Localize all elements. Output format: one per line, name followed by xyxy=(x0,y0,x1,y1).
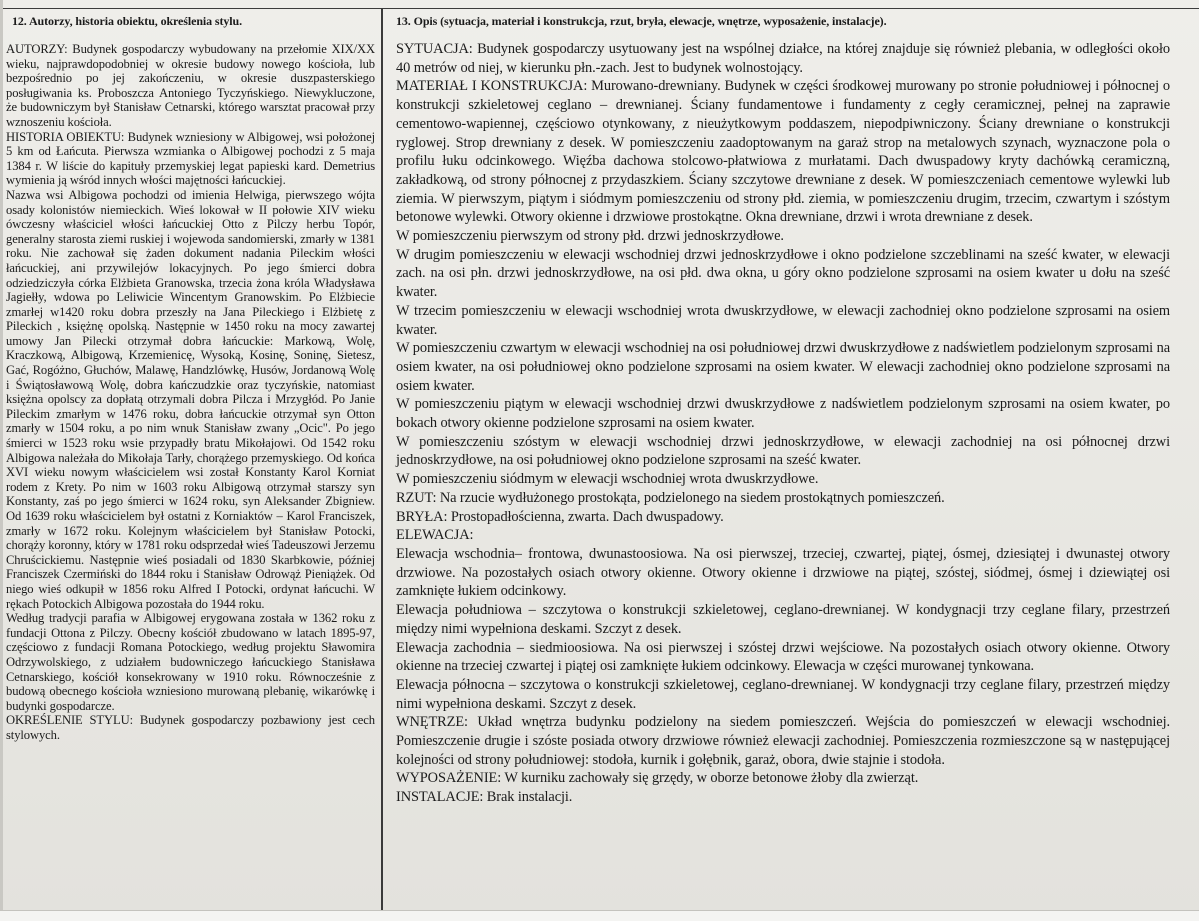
east-elevation-paragraph: Elewacja wschodnia– frontowa, dwunastoosiowa. Na osi pierwszej, trzeciej, czwartej, piątej, ósmej, dziesiątej i dwunastej otwory drzwiowe. Na pozostałych osiach otwory okienne. Otwory okienne i drzwiowe na piątej, szóstej, siódmej, ósmej i dziewiątej osi zamknięte łukiem odcinkowy. xyxy=(396,545,1170,600)
furnishing-paragraph: WYPOSAŻENIE: W kurniku zachowały się grzędy, w oborze betonowe żłoby dla zwierząt. xyxy=(396,770,919,787)
room-5-paragraph: W pomieszczeniu piątym w elewacji wschodniej drzwi dwuskrzydłowe z nadświetlem podzielonym szprosami na osiem kwater, po bokach otwory okienne podzielone szprosami na osiem kwater. xyxy=(396,396,1170,432)
section-13-header: 13. Opis (sytuacja, materiał i konstrukcja, rzut, bryła, elewacje, wnętrze, wyposażenie, instalacje). xyxy=(396,14,887,28)
installations-paragraph: INSTALACJE: Brak instalacji. xyxy=(396,789,573,806)
room-6-paragraph: W pomieszczeniu szóstym w elewacji wschodniej drzwi jednoskrzydłowe, w elewacji zachodniej na osi północnej drzwi jednoskrzydłowe, na osi południowej okno podzielone szprosami na sześć kwater. xyxy=(396,433,1170,469)
south-elevation-paragraph: Elewacja południowa – szczytowa o konstrukcji szkieletowej, ceglano-drewnianej. W kondygnacji trzy ceglane filary, przestrzeń między nimi wypełniona deskami. Szczyt z desek. xyxy=(396,602,1170,637)
page-bottom-edge xyxy=(0,910,1199,921)
parish-paragraph: Według tradycji parafia w Albigowej erygowana została w 1362 roku z fundacji Ottona z Pilczy. Obecny kościół zbudowano w latach 1895-97, częściowo z fundacji Romana Potockiego, według projektu Sławomira Odrzywolskiego, z udziałem budowniczego łańcuckiego Stanisława Cetnarskiego, kościół konsekrowany w 1910 roku. Równocześnie z budową obecnego kościoła wzniesiono murowaną plebanię, wikarówkę i budynki gospodarcze. xyxy=(6,611,375,713)
section-12-header: 12. Autorzy, historia obiektu, określenia stylu. xyxy=(12,14,242,28)
interior-paragraph: WNĘTRZE: Układ wnętrza budynku podzielony na siedem pomieszczeń. Wejścia do pomieszczeń w elewacji wschodniej. Pomieszczenie drugie i szóste posiada otwory drzwiowe również elewacji zachodniej. Pomieszczenia rozmieszczone są w następującej kolejności od strony południowej: stodoła, kurnik i gołębnik, garaż, obora, dwie stajnie i stodoła. xyxy=(396,714,1170,768)
situation-paragraph: SYTUACJA: Budynek gospodarczy usytuowany jest na wspólnej działce, na której znajduje się również plebania, w odległości około 40 metrów od niej, w kierunku płn.-zach. Jest to budynek wolnostojący. xyxy=(396,41,1170,76)
plan-paragraph: RZUT: Na rzucie wydłużonego prostokąta, podzielonego na siedem prostokątnych pomieszczeń. xyxy=(396,489,945,506)
column-divider xyxy=(381,8,383,910)
right-column xyxy=(396,14,1170,807)
village-name-paragraph: Nazwa wsi Albigowa pochodzi od imienia Helwiga, pierwszego wójta osady kolonistów niemieckich. Wieś lokował w II połowie XIV wieku ówczesny właściciel włości łańcuckiej Otto z Pilczy herbu Topór, generalny starosta ziemi ruskiej i wojewoda sandomierski, zmarły w 1381 roku. Nie zachował się żaden dokument nadania Pileckim włości łańcuckiej, ani przywilejów lokacyjnych. Po jego śmierci dobra odziedziczyła córka Elżbieta Granowska, trzecia żona króla Władysława Jagiełły, wdowa po Leliwicie Wincentym Granowskim. Po Elżbiecie zmarłej w1420 roku dobra przeszły na Jana Pileckiego i Elżbietę z Pileckich , księżnę opolską. Następnie w 1450 roku na mocy zawartej umowy Jan Pilecki otrzymał dobra łańcuckie: Markową, Wolę, Kraczkową, Albigową, Krzemienicę, Wysoką, Kosinę, Soninę, Sietesz, Gać, Rogóżno, Głuchów, Malawę, Handzlówkę, Husów, Jordanową Wolę i Świątosławową Wolę, dobra kańczudzkie oraz tyczyńskie, natomiast księżna opolscy za dopłatą otrzymali dobra Pilcza i Mrzygłód. Po Janie Pileckim zmarłym w 1476 roku, dobra łańcuckie otrzymał syn Otton zmarły w 1504 roku, a po nim wnuk Stanisław zwany „Ocic". Po jego śmierci w 1523 roku wsie przypadły bratu Mikołajowi. Od 1542 roku Albigowa należała do Mikołaja Tarły, chorążego przemyskiego. Od końca XVI wieku nowym właścicielem wsi został Konstanty Karol Korniat rodem z Krety. Po nim w 1603 roku Albigową otrzymał starszy syn Konstanty, zaś po jego śmierci w 1624 roku, syn Aleksander Zbigniew. Od 1639 roku właścicielem był ostatni z Korniaktów – Karol Franciszek, zmarły w 1672 roku. Kolejnym właścicielem był Stanisław Potocki, chorąży koronny, który w 1781 roku odsprzedał wieś Tadeuszowi Jerzemu Chruścickiemu. Następnie wieś posiadali od 1830 Skarbkowie, później Franciszek Czermiński do 1844 roku i Stanisław Odrowąż Pieniążek. Od niego wieś odkupił w 1856 roku Alfred I Potocki, ordynat łańcuchi. W rękach Potockich Albigowa pozostała do 1944 roku. xyxy=(6,187,375,611)
room-4-paragraph: W pomieszczeniu czwartym w elewacji wschodniej na osi południowej drzwi dwuskrzydłowe z nadświetlem podzielonym szprosami na osiem kwater, na osi południowej okno podzielone szprosami na osiem kwater. W elewacji zachodniej okno podzielone szprosami na osiem kwater. xyxy=(396,340,1170,394)
left-column xyxy=(6,14,375,743)
top-rule-left xyxy=(3,8,381,9)
west-elevation-paragraph: Elewacja zachodnia – siedmioosiowa. Na osi pierwszej i szóstej drzwi wejściowe. Na pozostałych osiach otwory okienne. Otwory okienne na trzeciej czwartej i piątej osi zamknięte łukiem odcinkowy. Elewacja w części murowanej tynkowana. xyxy=(396,639,1170,675)
style-paragraph: OKREŚLENIE STYLU: Budynek gospodarczy pozbawiony jest cech stylowych. xyxy=(6,713,375,742)
history-paragraph: HISTORIA OBIEKTU: Budynek wzniesiony w Albigowej, wsi położonej 5 km od Łańcuta. Pierwsza wzmianka o Albigowej pochodzi z 5 maja 1384 r. W liście do kapituły przemyskiej legat papieski kard. Demetrius wymienia ją wśród innych włości majętności łańcuckiej. xyxy=(6,129,375,188)
elevation-heading: ELEWACJA: xyxy=(396,527,474,544)
room-2-paragraph: W drugim pomieszczeniu w elewacji wschodniej drzwi jednoskrzydłowe i okno podzielone szczeblinami na sześć kwater, w elewacji zach. na osi płn. drzwi jednoskrzydłowe, na osi płd. dwa okna, u góry okno podzielone szprosami na osiem kwater u dołu na sześć kwater. xyxy=(396,246,1170,301)
room-3-paragraph: W trzecim pomieszczeniu w elewacji wschodniej wrota dwuskrzydłowe, w elewacji zachodniej okno podzielone szprosami na osiem kwater. xyxy=(396,302,1170,338)
page-edge xyxy=(0,0,3,920)
north-elevation-paragraph: Elewacja północna – szczytowa o konstrukcji szkieletowej, ceglano-drewnianej. W kondygnacji trzy ceglane filary, przestrzeń między nimi wypełniona deskami. Szczyt z desek. xyxy=(396,676,1170,712)
massing-paragraph: BRYŁA: Prostopadłościenna, zwarta. Dach dwuspadowy. xyxy=(396,508,724,525)
authors-paragraph: AUTORZY: Budynek gospodarczy wybudowany na przełomie XIX/XX wieku, najprawdopodobniej w okresie budowy nowego kościoła, lub bezpośrednio po jej zakończeniu, w okresie duszpasterskiego posługiwania ks. Proboszcza Antoniego Tyczyńskiego. Niewykluczone, że budowniczym był Stanisław Cetnarski, którego warsztat pracował przy wznoszeniu kościoła. xyxy=(6,42,375,129)
room-1-paragraph: W pomieszczeniu pierwszym od strony płd. drzwi jednoskrzydłowe. xyxy=(396,228,784,245)
room-7-paragraph: W pomieszczeniu siódmym w elewacji wschodniej wrota dwuskrzydłowe. xyxy=(396,471,819,488)
material-paragraph: MATERIAŁ I KONSTRUKCJA: Murowano-drewniany. Budynek w części środkowej murowany po stronie południowej i północnej o konstrukcji szkieletowej ceglano – drewnianej. Ściany fundamentowe i fundamenty z cegły ceramicznej, pełnej na zaprawie cementowo-wapiennej, częściowo otynkowany, z nieużytkowym poddaszem, niepodpiwniczony. Ściany drewniane o konstrukcji ryglowej. Strop drewniany z desek. W pomieszczeniu zaadoptowanym na garaż strop na metalowych szynach, wyznaczone pola o profilu łuku odcinkowego. Więźba dachowa stolcowo-płatwiowa z murłatami. Dach dwuspadowy kryty dachówką ceramiczną, zakładkową, od strony północnej z przydaszkiem. Ściany szczytowe drewniane z desek. W pomieszczeniach cementowe wylewki lub ziemia. W pierwszym, piątym i siódmym pomieszczeniu od strony płd. ziemia, w pomieszczeniu drugim, trzecim, czwartym i szóstym betonowe wylewki. Otwory okienne i drzwiowe prostokątne. Okna drewniane, drzwi i wrota drewniane z desek. xyxy=(396,78,1170,226)
top-rule-right xyxy=(383,8,1199,9)
